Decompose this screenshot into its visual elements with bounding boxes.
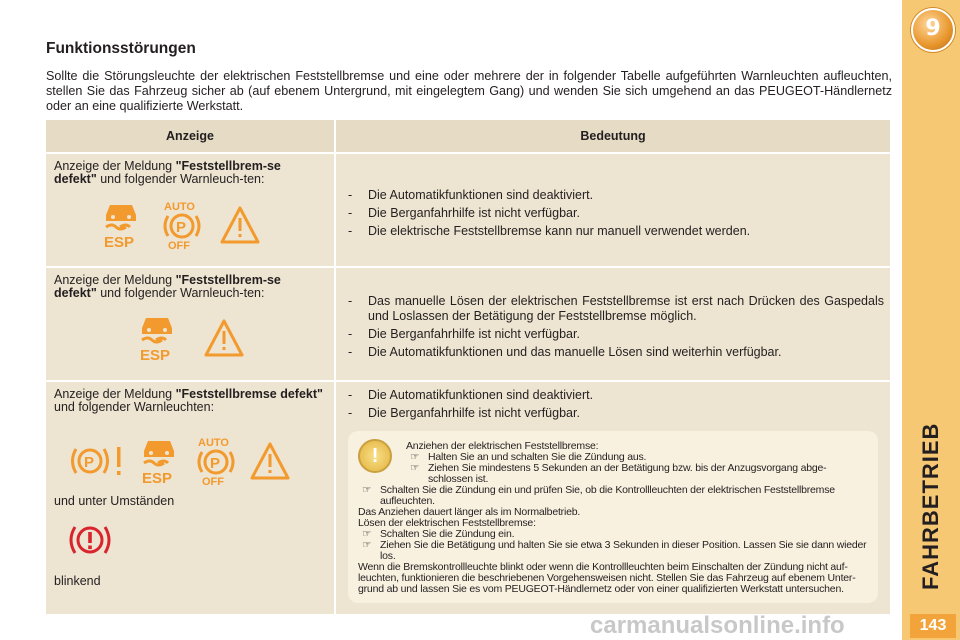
exclamation-circle-icon: ! [358, 439, 392, 473]
warning-triangle-icon [220, 205, 260, 245]
esp-icon [98, 201, 146, 249]
blinking-text: blinkend [54, 574, 101, 588]
col-header-anzeige: Anzeige [46, 120, 334, 152]
meaning-item: - Die Automatikfunktionen sind deaktiviert. [342, 188, 884, 203]
warning-triangle-icon [204, 318, 244, 358]
esp-icon [134, 314, 182, 362]
note-line: ☞ Halten Sie an und schalten Sie die Zündung aus. [406, 452, 868, 463]
svg-text:ESP: ESP [140, 347, 171, 362]
info-note [348, 431, 878, 603]
meaning-item: - Die Berganfahrhilfe ist nicht verfügbar. [342, 206, 884, 221]
display-message: Anzeige der Meldung "Feststellbremse defekt" und folgender Warnleuchten: [54, 387, 323, 414]
svg-text:OFF: OFF [168, 240, 190, 250]
meaning-item: - Die Berganfahrhilfe ist nicht verfügbar. [342, 327, 884, 342]
svg-text:P: P [84, 454, 95, 471]
svg-text:P: P [210, 455, 221, 472]
meaning-item: - Die Berganfahrhilfe ist nicht verfügbar. [342, 406, 884, 421]
note-line: ☞ Ziehen Sie die Betätigung und halten Sie sie etwa 3 Sekunden in dieser Position. Lassen Sie sie dann wieder los. [358, 540, 868, 562]
table-row [46, 382, 890, 614]
auto-p-off-icon [160, 200, 206, 250]
svg-text:ESP: ESP [104, 234, 135, 249]
note-line: Das Anziehen dauert länger als im Normalbetrieb. [358, 506, 581, 518]
malfunction-table [44, 118, 892, 616]
auto-p-off-icon [194, 436, 240, 486]
chapter-title: FAHRBETRIEB [918, 422, 943, 590]
display-message: Anzeige der Meldung "Feststellbrem-se defekt" und folgender Warnleuch-ten: [54, 159, 281, 186]
meaning-item: - Die Automatikfunktionen sind deaktiviert. [342, 388, 884, 403]
svg-text:ESP: ESP [142, 470, 173, 485]
parking-brake-exclaim-icon [68, 441, 126, 481]
col-header-bedeutung: Bedeutung [336, 120, 890, 152]
table-row [46, 154, 890, 266]
note-line: ☞ Schalten Sie die Zündung ein und prüfen Sie, ob die Kontrollleuchten der elektrischen Feststellbremse aufleuchten. [358, 485, 868, 507]
page-number: 143 [910, 614, 956, 638]
meaning-item: - Die elektrische Feststellbremse kann nur manuell verwendet werden. [342, 224, 884, 239]
esp-icon [136, 437, 184, 485]
svg-text:OFF: OFF [202, 476, 224, 486]
watermark: carmanualsonline.info [590, 612, 845, 639]
note-line: Wenn die Bremskontrollleuchte blinkt oder wenn die Kontrollleuchten beim Einschalten der Zündung nicht auf-leuchten, funktionieren die beschriebenen Vorgehensweisen nicht. Stellen Sie das Fahrzeug auf ebenem Unter-grund ab und lassen Sie es vom PEUGEOT-Händlernetz oder von einer qualifizierten Werkstatt untersuchen. [358, 561, 856, 595]
condition-text: und unter Umständen [54, 494, 175, 508]
section-heading: Funktionsstörungen [46, 40, 196, 57]
svg-text:AUTO: AUTO [198, 437, 229, 449]
meaning-item: - Die Automatikfunktionen und das manuelle Lösen sind weiterhin verfügbar. [342, 345, 884, 360]
note-line: ☞ Ziehen Sie mindestens 5 Sekunden an der Betätigung bzw. bis der Anzugsvorgang abge-schlossen ist. [406, 463, 868, 485]
brake-warning-icon [68, 520, 112, 560]
meaning-item: - Das manuelle Lösen der elektrischen Feststellbremse ist erst nach Drücken des Gaspedals und Loslassen der Betätigung der Feststellbremse möglich. [342, 294, 884, 324]
warning-triangle-icon [250, 441, 290, 481]
note-line: Lösen der elektrischen Feststellbremse: [358, 517, 536, 529]
note-line: ☞ Schalten Sie die Zündung ein. [358, 529, 868, 540]
svg-text:P: P [176, 219, 187, 236]
table-row [46, 268, 890, 380]
svg-text:AUTO: AUTO [164, 201, 195, 213]
chapter-badge: 9 [911, 8, 955, 52]
note-line: Anziehen der elektrischen Feststellbremse: [406, 440, 599, 452]
intro-paragraph: Sollte die Störungsleuchte der elektrischen Feststellbremse und eine oder mehrere der in folgender Tabelle aufgeführten Warnleuchten aufleuchten, stellen Sie das Fahrzeug sicher ab (auf ebenem Untergrund, mit eingelegtem Gang) und wenden Sie sich umgehend an das PEUGEOT-Händlernetz oder an eine qualifizierte Werkstatt. [46, 69, 892, 113]
display-message: Anzeige der Meldung "Feststellbrem-se defekt" und folgender Warnleuch-ten: [54, 273, 281, 300]
